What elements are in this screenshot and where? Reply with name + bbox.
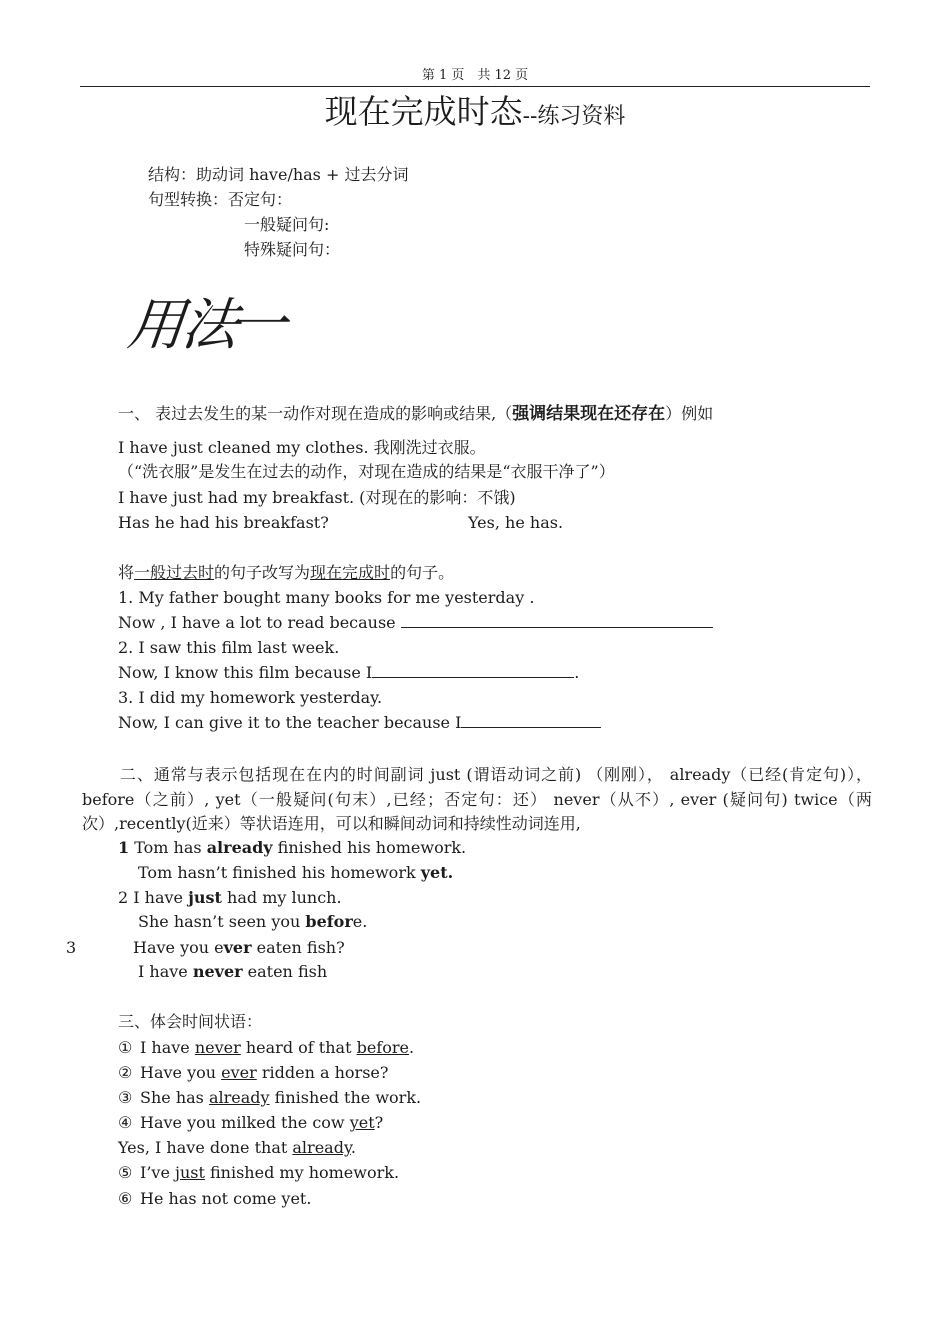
item-text: He has not come yet. — [140, 1189, 312, 1208]
item-text: finished my homework. — [204, 1163, 400, 1182]
q2-period: . — [574, 663, 580, 682]
item-text: She has — [140, 1088, 209, 1107]
q1-prompt-text: Now , I have a lot to read because — [118, 613, 396, 632]
exercise-instruction — [118, 563, 454, 582]
exercise-q3-prompt — [118, 713, 601, 732]
instr-part: 的句子。 — [390, 563, 455, 582]
item-number: ⑤ — [118, 1163, 133, 1182]
exercise-q2: 2. I saw this film last week. — [118, 638, 340, 657]
item-number: ② — [118, 1063, 133, 1082]
item-number: ③ — [118, 1088, 133, 1107]
title-main: 现在完成时态 — [324, 92, 523, 131]
e1b-text: Tom hasn’t finished his homework — [138, 863, 421, 882]
section2-example-3b — [138, 962, 327, 981]
item-keyword: already — [208, 1088, 270, 1107]
item-number: ⑥ — [118, 1189, 133, 1208]
item-keyword: yet — [349, 1113, 375, 1132]
e3-keyword: ver — [223, 938, 252, 957]
e1-text: Tom has — [129, 838, 207, 857]
section2-paragraph: 二、通常与表示包括现在在内的时间副词 just (谓语动词之前) （刚刚）， already（已经(肯定句)），before（之前）, yet（一般疑问(句末）,已经；否定句：还） never（从不）, ever (疑问句) twice（两次）,recently(近来）等状语连用，可以和瞬间动词和持续性动词连用, — [82, 765, 872, 833]
item-keyword: before — [356, 1038, 409, 1057]
q2-prompt-text: Now, I know this film because I — [118, 663, 373, 682]
e3b-text: I have — [138, 962, 193, 981]
e1-number: 1 — [118, 838, 130, 857]
section2-example-3-number: 3 — [66, 938, 77, 957]
usage-heading — [124, 292, 293, 359]
e2b-text: She hasn’t seen you — [138, 912, 306, 931]
e2b-text-end: e. — [352, 912, 368, 931]
item-text: ridden a horse? — [256, 1063, 389, 1082]
section2-example-1b — [138, 863, 453, 882]
title-suffix: --练习资料 — [522, 104, 626, 129]
item-keyword: never — [194, 1038, 241, 1057]
item-number: ④ — [118, 1113, 133, 1132]
e1-text-end: finished his homework. — [272, 838, 467, 857]
section2-example-3 — [133, 938, 345, 957]
item-text: finished the work. — [269, 1088, 422, 1107]
item-number: ① — [118, 1038, 133, 1057]
section3-item-4 — [118, 1113, 383, 1132]
section1-intro-text: 一、 表过去发生的某一动作对现在造成的影响或结果,（ — [118, 404, 513, 423]
special-question-label: 特殊疑问句： — [244, 240, 341, 259]
e3-text: Have you e — [133, 938, 224, 957]
section3-item-2 — [118, 1063, 388, 1082]
answer-blank-3[interactable] — [461, 713, 601, 728]
section1-intro — [118, 404, 713, 424]
item-keyword: ever — [221, 1063, 257, 1082]
general-question-label: 一般疑问句: — [244, 215, 330, 234]
header-rule — [80, 86, 870, 87]
e2-text: 2 I have — [118, 888, 189, 907]
item-text: ? — [374, 1113, 384, 1132]
section1-intro-end: ）例如 — [665, 404, 714, 423]
structure-line: 结构：助动词 have/has + 过去分词 — [148, 165, 409, 184]
e3b-text-end: eaten fish — [242, 962, 328, 981]
section2-example-1 — [118, 838, 466, 857]
item-text: Yes, I have done that — [118, 1138, 293, 1157]
item-text: . — [350, 1138, 356, 1157]
e2-text-end: had my lunch. — [221, 888, 342, 907]
section3-item-6 — [118, 1189, 311, 1208]
instr-part: 的句子改写为 — [214, 563, 311, 582]
exercise-q1-prompt — [118, 613, 713, 632]
example-1-note: （“洗衣服”是发生在过去的动作，对现在造成的结果是“衣服干净了”） — [118, 462, 615, 481]
item-keyword: already — [292, 1138, 351, 1157]
sentence-transform-label: 句型转换：否定句： — [148, 190, 293, 209]
e3-text-end: eaten fish? — [251, 938, 345, 957]
usage-heading-number: 一 — [232, 293, 294, 358]
section3-item-4-reply — [118, 1138, 356, 1157]
exercise-q2-prompt — [118, 663, 579, 682]
e1-keyword: already — [206, 838, 273, 857]
section1-emphasis: 强调结果现在还存在 — [512, 404, 666, 424]
example-2: I have just had my breakfast. (对现在的影响：不饿) — [118, 488, 516, 507]
page-header: 第 1 页 共 12 页 — [421, 68, 529, 83]
exercise-q1: 1. My father bought many books for me yesterday . — [118, 588, 535, 607]
section2-example-2 — [118, 888, 342, 907]
item-text: I’ve — [140, 1163, 175, 1182]
answer-blank-1[interactable] — [401, 613, 713, 628]
item-text: heard of that — [240, 1038, 357, 1057]
instr-part: 将 — [118, 563, 135, 582]
e2b-keyword: befor — [305, 912, 353, 931]
answer-blank-2[interactable] — [372, 663, 574, 678]
section3-item-5 — [118, 1163, 399, 1182]
e2-keyword: just — [188, 888, 222, 907]
section3-heading: 三、体会时间状语： — [118, 1012, 263, 1031]
section3-item-3 — [118, 1088, 421, 1107]
section3-item-1 — [118, 1038, 414, 1057]
item-text: Have you milked the cow — [140, 1113, 350, 1132]
item-text: Have you — [140, 1063, 222, 1082]
example-3-answer: Yes, he has. — [468, 513, 564, 532]
example-1: I have just cleaned my clothes. 我刚洗过衣服。 — [118, 438, 486, 457]
q3-prompt-text: Now, I can give it to the teacher because I — [118, 713, 462, 732]
e1b-keyword: yet. — [420, 863, 454, 882]
section2-example-2b — [138, 912, 367, 931]
item-text: . — [408, 1038, 415, 1057]
e3b-keyword: never — [192, 962, 243, 981]
instr-past-tense: 一般过去时 — [134, 563, 215, 582]
page-title — [0, 92, 950, 132]
example-3-question: Has he had his breakfast? — [118, 513, 329, 532]
instr-present-perfect: 现在完成时 — [310, 563, 391, 582]
item-text: I have — [140, 1038, 195, 1057]
usage-heading-text: 用法 — [124, 293, 240, 358]
item-keyword: just — [175, 1163, 205, 1182]
exercise-q3: 3. I did my homework yesterday. — [118, 688, 383, 707]
